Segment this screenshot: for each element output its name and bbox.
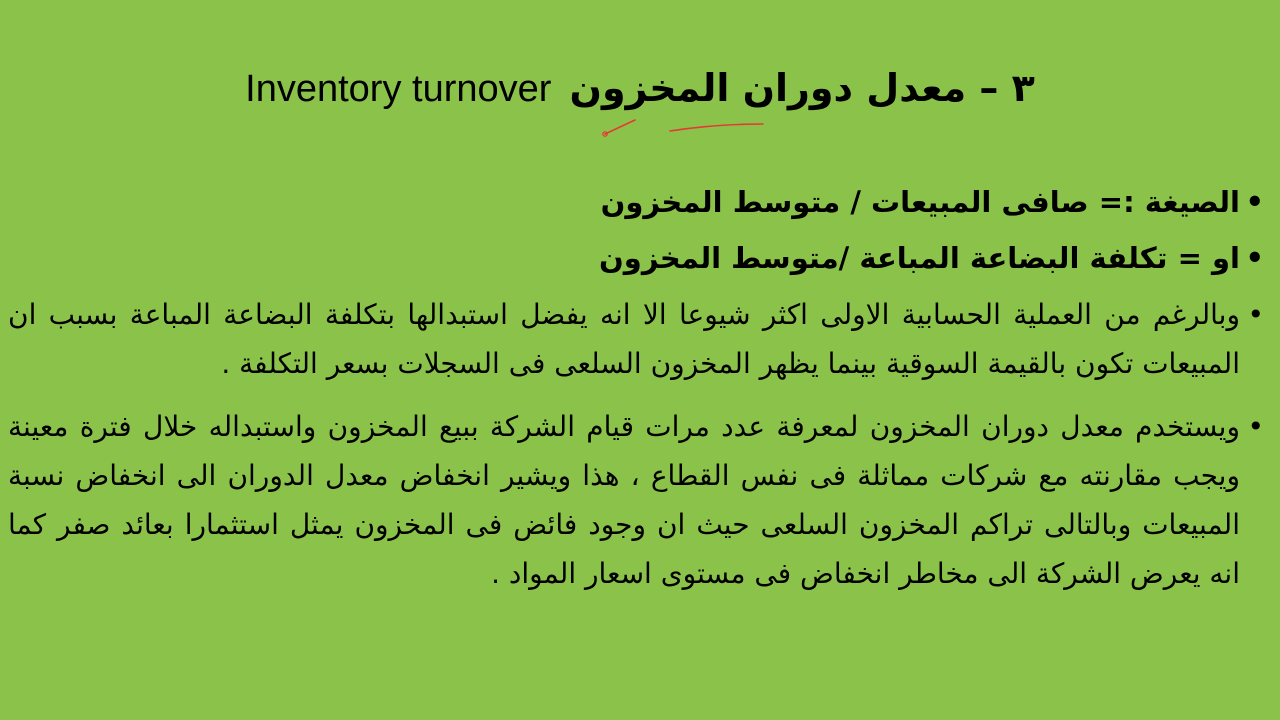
- slide-title: [0, 58, 1280, 119]
- pen-annotation-underline: [595, 112, 775, 142]
- pen-stroke-long: [670, 124, 763, 131]
- title-english: Inventory turnover: [245, 68, 552, 110]
- bullet-formula: • الصيغة := صافى المبيعات / متوسط المخزون: [8, 178, 1266, 226]
- bullet-list: [8, 178, 1266, 612]
- pen-stroke-short: [605, 120, 635, 134]
- bullet-usage: • ويستخدم معدل دوران المخزون لمعرفة عدد مرات قيام الشركة ببيع المخزون واستبداله خلال فترة معينة ويجب مقارنته مع شركات مماثلة فى نفس القطاع ، هذا ويشير انخفاض معدل الدوران الى انخفاض نسبة المبيعات وبالتالى تراكم المخزون السلعى حيث ان وجود فائض فى المخزون يمثل استثمارا بعائد صفر كما انه يعرض الشركة الى مخاطر انخفاض فى مستوى اسعار المواد .: [8, 402, 1266, 598]
- bullet-explanation: • وبالرغم من العملية الحسابية الاولى اكثر شيوعا الا انه يفضل استبدالها بتكلفة البضاعة المباعة بسبب ان المبيعات تكون بالقيمة السوقية بينما يظهر المخزون السلعى فى السجلات بسعر التكلفة .: [8, 290, 1266, 388]
- title-arabic: ٣ – معدل دوران المخزون: [569, 66, 1035, 110]
- bullet-formula-alt: • او = تكلفة البضاعة المباعة /متوسط المخزون: [8, 234, 1266, 282]
